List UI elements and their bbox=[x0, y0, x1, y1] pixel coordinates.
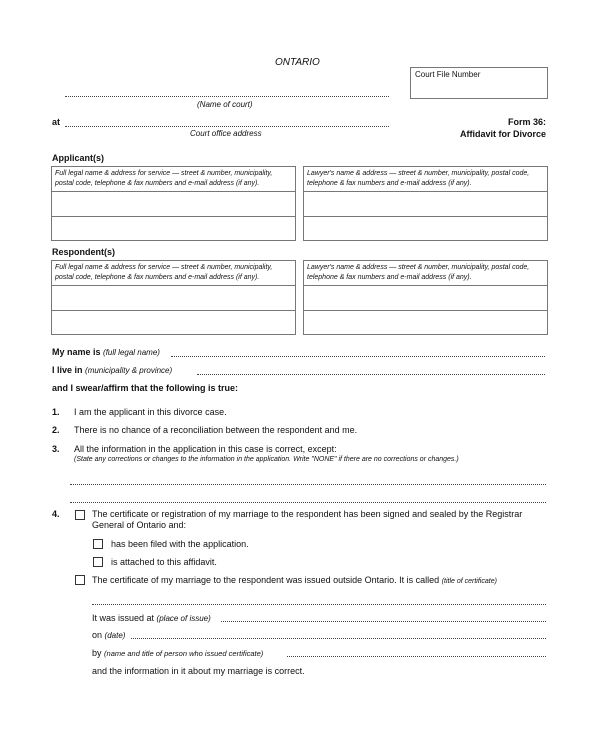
filed-text: has been filed with the application. bbox=[111, 539, 249, 549]
item-2-text: There is no chance of a reconciliation between the respondent and me. bbox=[74, 425, 358, 435]
my-name-label: My name is bbox=[52, 347, 101, 357]
at-label: at bbox=[52, 117, 61, 127]
court-name-hint: (Name of court) bbox=[197, 100, 253, 109]
certificate-title-input[interactable] bbox=[92, 604, 546, 605]
respondent-party-field[interactable] bbox=[52, 310, 295, 335]
live-in-hint: (municipality & province) bbox=[85, 366, 173, 375]
on-label: on bbox=[92, 630, 103, 640]
my-name-hint: (full legal name) bbox=[103, 348, 160, 357]
respondent-party-box bbox=[51, 260, 296, 335]
jurisdiction: ONTARIO bbox=[275, 57, 320, 68]
applicant-lawyer-field[interactable] bbox=[304, 216, 547, 241]
applicant-party-field[interactable] bbox=[52, 216, 295, 241]
issuer-input[interactable] bbox=[287, 656, 546, 657]
item-4a-text: The certificate or registration of my marriage to the respondent has been signed and sealed by the Registrar General of Ontario and: bbox=[92, 509, 523, 530]
applicants-heading: Applicant(s) bbox=[52, 153, 105, 163]
filed-checkbox[interactable] bbox=[93, 539, 103, 549]
my-name-row bbox=[52, 347, 160, 357]
place-of-issue-input[interactable] bbox=[221, 621, 546, 622]
respondents-heading: Respondent(s) bbox=[52, 247, 115, 257]
respondent-lawyer-field[interactable] bbox=[304, 310, 547, 335]
court-file-number-box[interactable] bbox=[410, 67, 548, 99]
by-label: by bbox=[92, 648, 102, 658]
court-file-label: Court File Number bbox=[415, 70, 481, 79]
respondent-party-desc: Full legal name & address for service — street & number, municipality, postal code, telephone & fax numbers and e-mail address (if any). bbox=[55, 264, 273, 281]
issued-at-row bbox=[92, 613, 211, 623]
respondent-party-field[interactable] bbox=[52, 285, 295, 310]
applicant-party-field[interactable] bbox=[52, 191, 295, 216]
info-correct-text: and the information in it about my marriage is correct. bbox=[92, 666, 305, 676]
item-1-text: I am the applicant in this divorce case. bbox=[74, 407, 227, 417]
applicant-lawyer-field[interactable] bbox=[304, 191, 547, 216]
item-3-corrections-line[interactable] bbox=[70, 502, 546, 503]
live-in-label: I live in bbox=[52, 365, 83, 375]
date-of-issue-input[interactable] bbox=[131, 638, 546, 639]
respondent-lawyer-box bbox=[303, 260, 548, 335]
issued-at-label: It was issued at bbox=[92, 613, 155, 623]
live-in-input[interactable] bbox=[197, 374, 545, 375]
respondent-lawyer-desc: Lawyer's name & address — street & number, municipality, postal code, telephone & fax numbers and e-mail address (if any). bbox=[307, 264, 530, 281]
form-number: Form 36: bbox=[507, 117, 546, 127]
issued-at-hint: (place of issue) bbox=[156, 614, 211, 623]
issued-on-row bbox=[92, 630, 125, 640]
item-2-number: 2. bbox=[52, 425, 60, 435]
applicant-party-desc: Full legal name & address for service — street & number, municipality, postal code, telephone & fax numbers and e-mail address (if any). bbox=[55, 170, 273, 187]
attached-text: is attached to this affidavit. bbox=[111, 557, 217, 567]
item-3-corrections-line[interactable] bbox=[70, 484, 546, 485]
live-in-row bbox=[52, 365, 172, 375]
swear-statement: and I swear/affirm that the following is true: bbox=[52, 383, 239, 393]
form-title: Affidavit for Divorce bbox=[459, 129, 546, 139]
court-address-hint: Court office address bbox=[190, 129, 262, 138]
applicant-party-box bbox=[51, 166, 296, 241]
date-hint: (date) bbox=[104, 631, 126, 640]
my-name-input[interactable] bbox=[171, 356, 545, 357]
respondent-lawyer-field[interactable] bbox=[304, 285, 547, 310]
item-3-hint: (State any corrections or changes to the information in the application. Write "NONE" if there are no corrections or changes.) bbox=[74, 456, 459, 463]
court-address-line[interactable] bbox=[65, 126, 389, 127]
attached-checkbox[interactable] bbox=[93, 557, 103, 567]
item-4b-row bbox=[92, 575, 497, 585]
item-3-text: All the information in the application in this case is correct, except: bbox=[74, 444, 337, 454]
issued-by-row bbox=[92, 648, 263, 658]
item-1-number: 1. bbox=[52, 407, 60, 417]
applicant-lawyer-box bbox=[303, 166, 548, 241]
registrar-checkbox[interactable] bbox=[75, 510, 85, 520]
outside-ontario-checkbox[interactable] bbox=[75, 575, 85, 585]
applicant-lawyer-desc: Lawyer's name & address — street & number, municipality, postal code, telephone & fax numbers and e-mail address (if any). bbox=[307, 170, 530, 187]
item-4b-text: The certificate of my marriage to the respondent was issued outside Ontario. It is called bbox=[92, 575, 440, 585]
certificate-title-hint: (title of certificate) bbox=[441, 578, 497, 585]
court-name-line[interactable] bbox=[65, 96, 389, 97]
item-3-number: 3. bbox=[52, 444, 60, 454]
issuer-hint: (name and title of person who issued certificate) bbox=[104, 649, 264, 658]
item-4-number: 4. bbox=[52, 509, 60, 519]
